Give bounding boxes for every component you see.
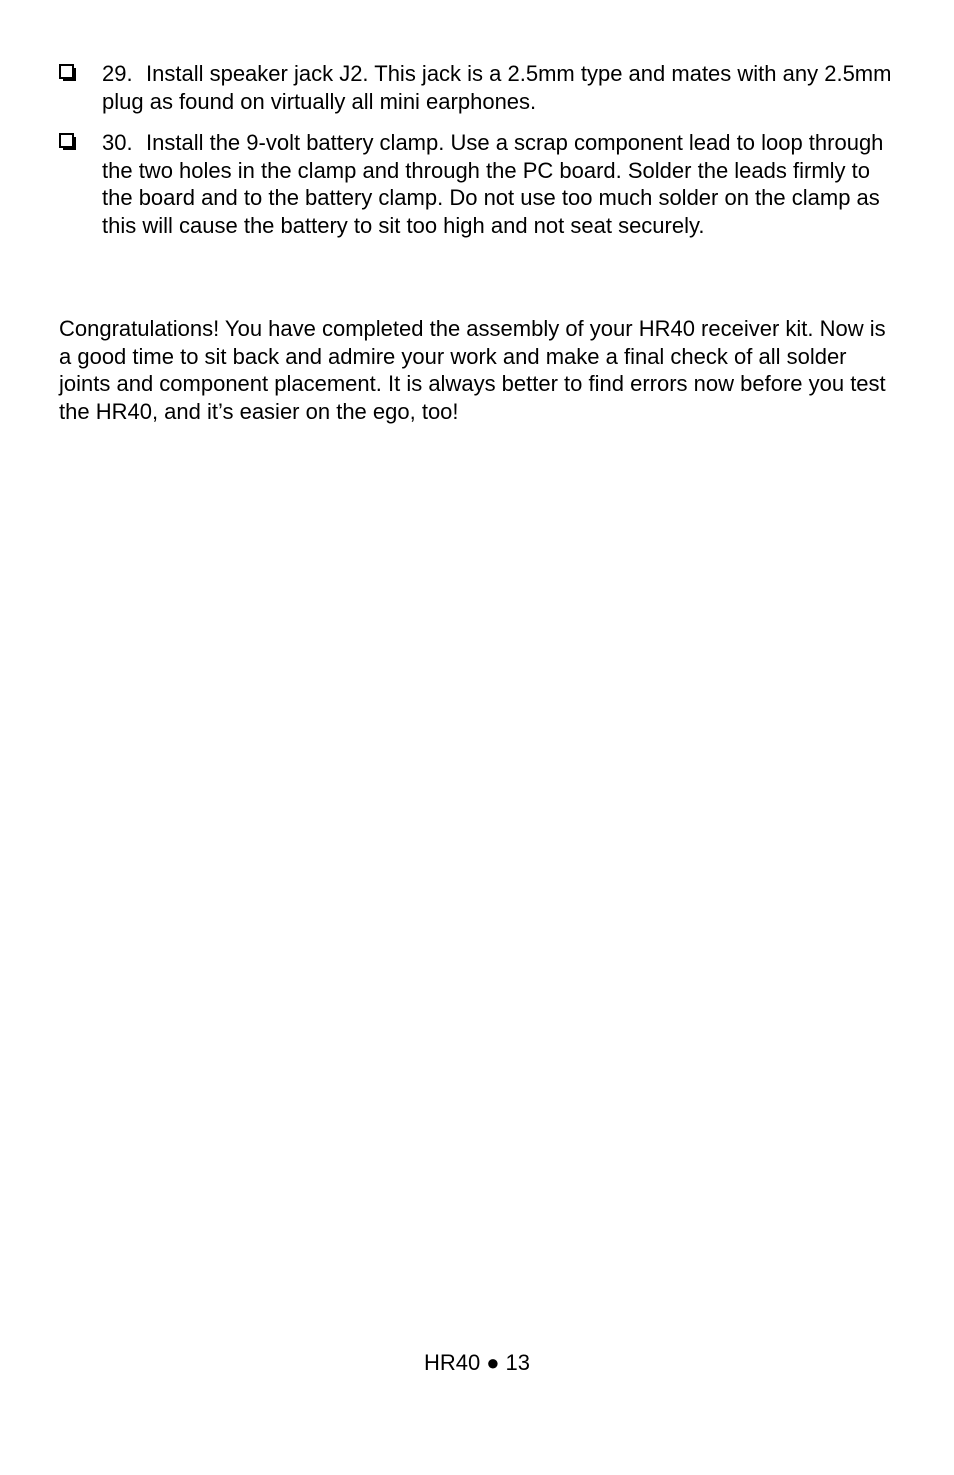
step-number: 30. [102, 130, 133, 155]
step-text: Install the 9-volt battery clamp. Use a scrap component lead to loop through the two holes in the clamp and through the PC board. Solder the leads firmly to the board and to the battery clamp. Do not use too much solder on the clamp as this will cause the battery to sit too high and not seat securely. [102, 130, 884, 238]
checkbox-icon[interactable] [59, 64, 76, 81]
step-body [102, 60, 902, 115]
step-text: Install speaker jack J2. This jack is a 2.5mm type and mates with any 2.5mm plug as found on virtually all mini earphones. [102, 61, 892, 114]
page-footer [0, 1349, 954, 1377]
congratulations-paragraph: Congratulations! You have completed the assembly of your HR40 receiver kit. Now is a good time to sit back and admire your work and make a final check of all solder joints and component placement. It is always better to find errors now before you test the HR40, and it’s easier on the ego, too! [59, 316, 886, 424]
footer-bullet-icon: ● [486, 1350, 500, 1375]
page-number: 13 [505, 1350, 531, 1375]
footer-product: HR40 [423, 1350, 481, 1375]
step-number: 29. [102, 61, 133, 86]
checkbox-icon[interactable] [59, 133, 76, 150]
step-body [102, 129, 902, 239]
